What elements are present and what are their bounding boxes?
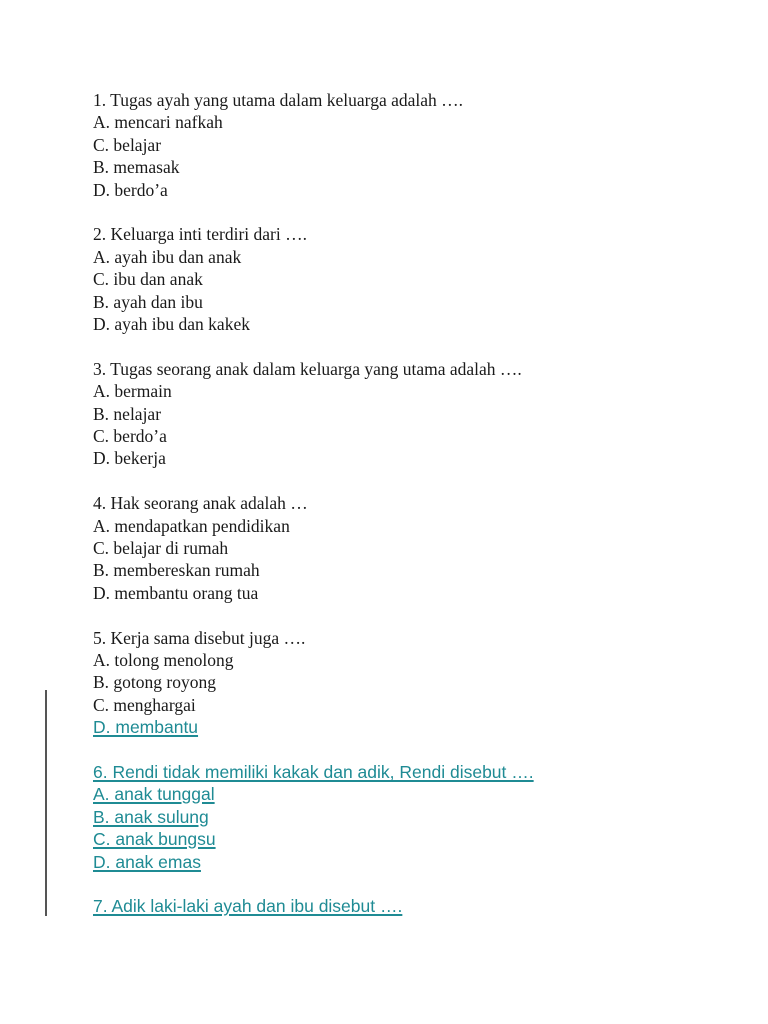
answer-option: A. ayah ibu dan anak — [93, 246, 242, 267]
question-text: 2. Keluarga inti terdiri dari …. — [93, 224, 307, 245]
answer-option: A. mencari nafkah — [93, 112, 223, 133]
answer-option: B. membereskan rumah — [93, 560, 260, 581]
answer-option: A. bermain — [93, 381, 172, 402]
answer-option: C. anak bungsu — [93, 829, 216, 850]
change-bar — [45, 690, 47, 916]
answer-option: C. menghargai — [93, 694, 214, 715]
question-text: 3. Tugas seorang anak dalam keluarga yang utama adalah …. — [93, 358, 522, 379]
answer-option: B. gotong royong — [93, 672, 216, 693]
question-text: 5. Kerja sama disebut juga …. — [93, 627, 306, 648]
answer-option: C. belajar di rumah — [93, 538, 229, 558]
answer-option: D. berdo’a — [93, 179, 168, 200]
answer-option: B. ayah dan ibu — [93, 291, 203, 312]
answer-option: B. nelajar — [93, 403, 162, 424]
answer-option: D. bekerja — [93, 448, 166, 469]
answer-option: C. berdo’a — [93, 426, 167, 446]
answer-option: C. ibu dan anak — [93, 269, 203, 290]
answer-option: B. memasak — [93, 157, 180, 178]
answer-option: D. anak emas — [93, 851, 201, 872]
answer-option: B. anak sulung — [93, 806, 209, 827]
question-text: 4. Hak seorang anak adalah … — [93, 493, 308, 514]
answer-option: A. mendapatkan pendidikan — [93, 515, 290, 536]
answer-option: D. membantu — [93, 717, 199, 738]
question-text: 7. Adik laki-laki ayah dan ibu disebut …. — [93, 896, 403, 917]
question-text: 1. Tugas ayah yang utama dalam keluarga adalah …. — [93, 90, 463, 110]
answer-option: D. ayah ibu dan kakek — [93, 314, 250, 334]
answer-option: C. belajar — [93, 134, 162, 155]
answer-option: A. anak tunggal — [93, 784, 215, 805]
answer-option: A. tolong menolong — [93, 650, 234, 670]
answer-option: D. membantu orang tua — [93, 582, 259, 603]
question-text: 6. Rendi tidak memiliki kakak dan adik, Rendi disebut …. — [93, 762, 534, 782]
